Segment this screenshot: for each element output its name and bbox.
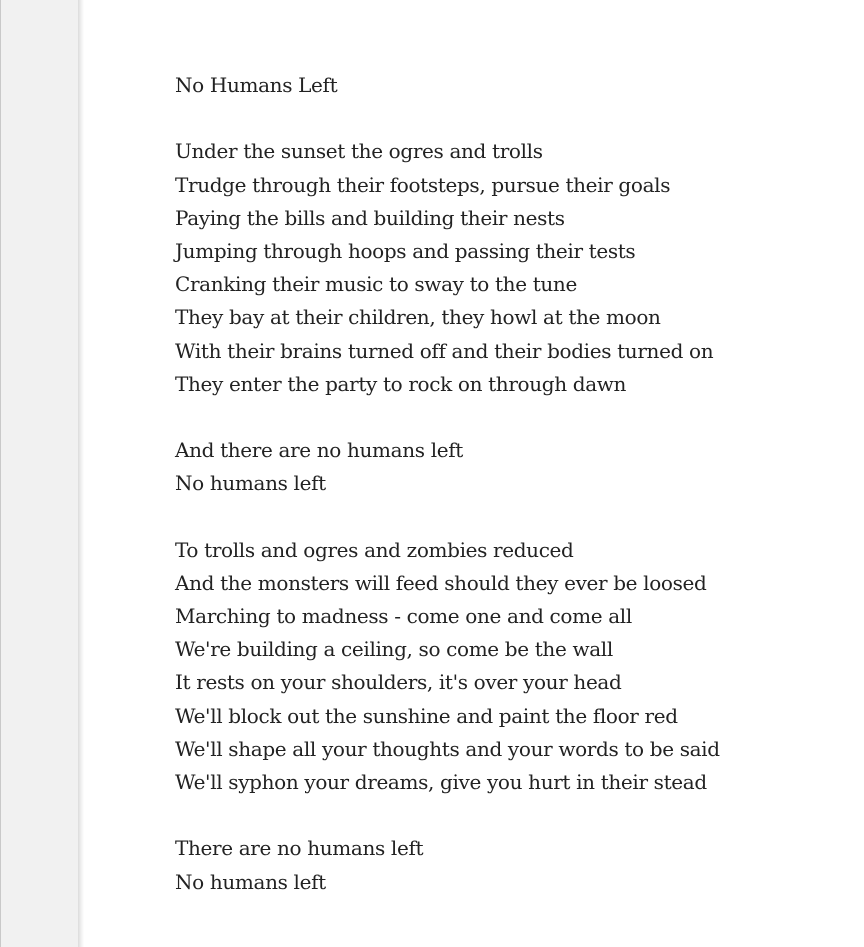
verse-line: We're building a ceiling, so come be the wall — [175, 637, 613, 662]
verse-line: With their brains turned off and their bodies turned on — [175, 338, 714, 363]
verse-line: Trudge through their footsteps, pursue their goals — [175, 172, 671, 197]
document-title: No Humans Left — [175, 73, 338, 97]
blank-line — [175, 102, 815, 135]
verse-line: We'll syphon your dreams, give you hurt in their stead — [175, 769, 707, 794]
left-gutter — [0, 0, 78, 947]
verse-line: We'll shape all your thoughts and your words to be said — [175, 736, 720, 761]
verse-line: We'll block out the sunshine and paint the floor red — [175, 703, 678, 728]
document-page[interactable] — [84, 0, 864, 947]
blank-line — [175, 799, 815, 832]
verse-line: They bay at their children, they howl at the moon — [175, 305, 661, 330]
verse-line: To trolls and ogres and zombies reduced — [175, 537, 574, 562]
verse-line: Under the sunset the ogres and trolls — [175, 139, 543, 164]
refrain-line: There are no humans left — [175, 836, 424, 861]
refrain-line: No humans left — [175, 869, 326, 894]
verse-line: Jumping through hoops and passing their tests — [175, 238, 636, 263]
verse-line: Cranking their music to sway to the tune — [175, 272, 577, 297]
verse-line: Marching to madness - come one and come all — [175, 604, 632, 628]
verse-line: Paying the bills and building their nests — [175, 205, 565, 230]
document-body[interactable] — [175, 69, 815, 899]
verse-line: And the monsters will feed should they ever be loosed — [175, 570, 707, 595]
blank-line — [175, 500, 815, 533]
refrain-line: No humans left — [175, 471, 326, 496]
refrain-line: And there are no humans left — [175, 438, 463, 463]
blank-line — [175, 401, 815, 434]
verse-line: It rests on your shoulders, it's over your head — [175, 670, 622, 695]
verse-line: They enter the party to rock on through dawn — [175, 371, 627, 396]
